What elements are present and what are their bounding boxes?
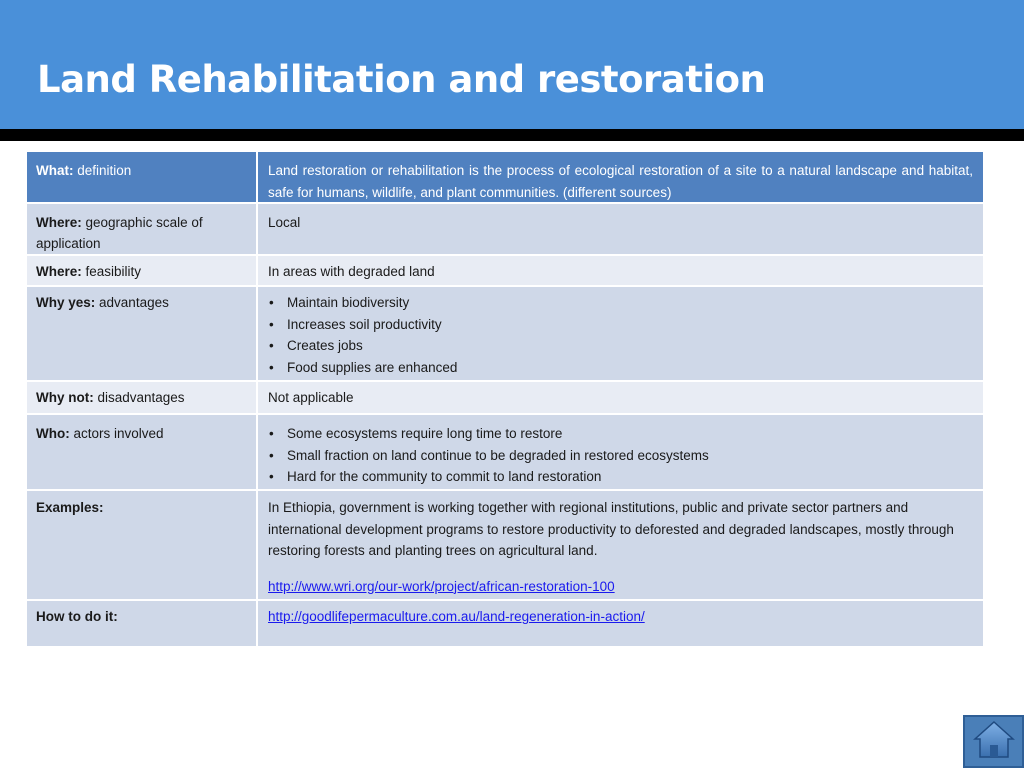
row-label-desc: definition (73, 163, 132, 178)
row-label-key: Where: (36, 264, 82, 279)
disadvantages-list (268, 423, 973, 488)
row-label (27, 382, 258, 413)
advantages-list (268, 292, 973, 378)
table-row-where-scale (27, 204, 983, 256)
row-label (27, 204, 258, 254)
row-value (258, 415, 983, 489)
table-row-what (27, 152, 983, 204)
list-item: • Maintain biodiversity (268, 292, 973, 314)
how-link[interactable]: http://goodlifepermaculture.com.au/land-regeneration-in-action/ (268, 609, 645, 624)
row-label-desc: feasibility (81, 264, 142, 279)
info-table (27, 152, 983, 648)
row-value: In areas with degraded land (258, 256, 983, 285)
list-item: • Hard for the community to commit to land restoration (268, 466, 973, 488)
row-label-key: How to do it: (36, 609, 118, 624)
table-row-examples (27, 491, 983, 601)
list-item: • Some ecosystems require long time to restore (268, 423, 973, 445)
row-value: Not applicable (258, 382, 983, 413)
title-divider (0, 129, 1024, 141)
row-label-desc: geographic scale of application (36, 215, 203, 251)
row-value (258, 287, 983, 380)
list-item: • Small fraction on land continue to be degraded in restored ecosystems (268, 445, 973, 467)
row-label-key: Why not: (36, 390, 94, 405)
row-label-key: What: (36, 163, 74, 178)
row-label (27, 491, 258, 599)
table-row-where-feasibility (27, 256, 983, 287)
row-label (27, 415, 258, 489)
row-value: Land restoration or rehabilitation is the process of ecological restoration of a site to a natural landscape and habitat, safe for humans, wildlife, and plant communities. (different sources) (258, 152, 983, 202)
list-item: • Creates jobs (268, 335, 973, 357)
examples-link[interactable]: http://www.wri.org/our-work/project/african-restoration-100 (268, 578, 615, 594)
row-value: Local (258, 204, 983, 254)
row-label-desc: actors involved (69, 426, 164, 441)
row-label-desc: advantages (95, 295, 169, 310)
row-value (258, 491, 983, 599)
row-label (27, 152, 258, 202)
examples-text: In Ethiopia, government is working together with regional institutions, public and private sector partners and international development programs to restore productivity to deforested and degraded landscapes, mostly through restoring forests and planting trees on agricultural land. (268, 500, 954, 558)
title-bar (0, 0, 1024, 129)
row-label-key: Where: (36, 215, 82, 230)
table-row-why-yes (27, 287, 983, 382)
table-row-why-not (27, 382, 983, 415)
table-row-who (27, 415, 983, 491)
row-label (27, 287, 258, 380)
list-item: • Increases soil productivity (268, 314, 973, 336)
list-item: • Food supplies are enhanced (268, 357, 973, 379)
row-label (27, 256, 258, 285)
row-value (258, 601, 983, 646)
table-row-how (27, 601, 983, 648)
row-label-key: Why yes: (36, 295, 96, 310)
home-icon (972, 719, 1016, 764)
page-title: Land Rehabilitation and restoration (37, 58, 766, 101)
row-label-desc: disadvantages (93, 390, 185, 405)
row-label-key: Who: (36, 426, 70, 441)
row-label (27, 601, 258, 646)
row-label-key: Examples: (36, 500, 104, 515)
home-button[interactable] (963, 715, 1024, 768)
